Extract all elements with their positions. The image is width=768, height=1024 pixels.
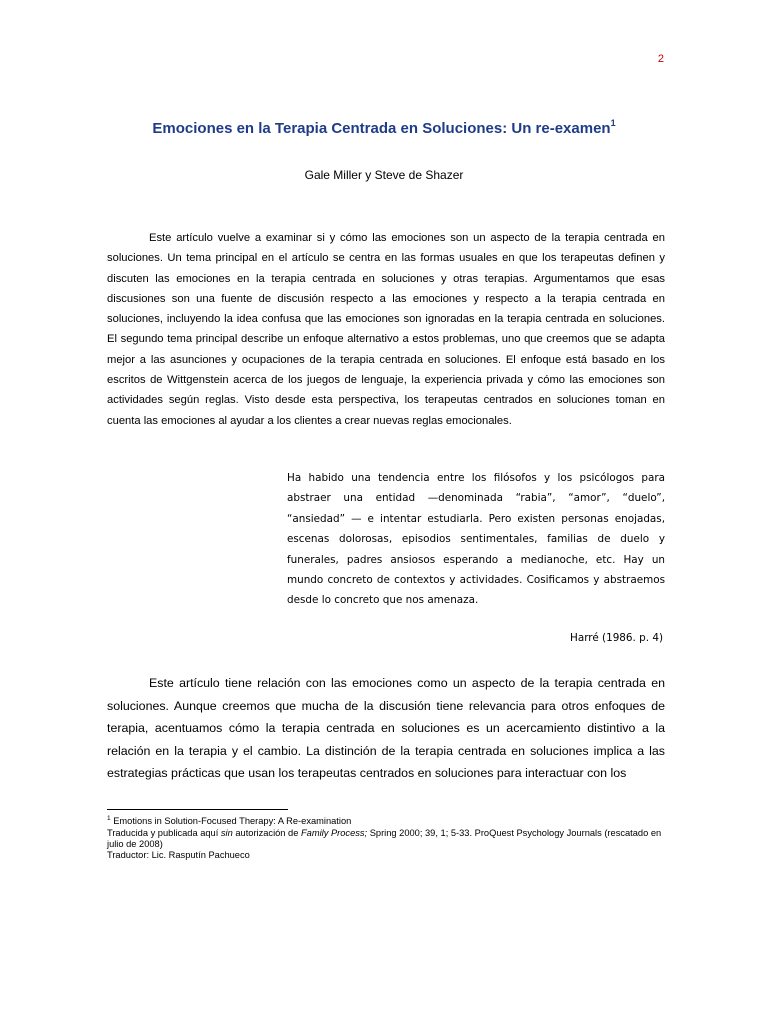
page-number: 2	[657, 53, 664, 65]
footnote-publication-suffix: Spring 2000; 39, 1; 5-33. ProQuest Psychology Journals (rescatado en julio de 2008)	[107, 827, 662, 849]
footnote-publication-sin: sin	[220, 827, 233, 838]
footnote-divider	[107, 809, 288, 810]
epigraph-quote: Ha habido una tendencia entre los filósofos y los psicólogos para abstraer una entidad —denominada “rabia”, “amor”, “duelo”, “ansiedad” — e intentar estudiarla. Pero existen personas enojadas, escenas dolorosas, episodios sentimentales, familias de duelo y funerales, padres ansiosos esperando a medianoche, etc. Hay un mundo concreto de contextos y actividades. Cosificamos y abstraemos desde lo concreto que nos amenaza.	[287, 472, 665, 607]
footnote-publication-journal: Family Process;	[301, 827, 368, 838]
footnote-publication	[107, 828, 667, 851]
footnote-original-title	[107, 813, 667, 828]
body-paragraph: Este artículo tiene relación con las emociones como un aspecto de la terapia centrada en soluciones. Aunque creemos que mucha de la discusión tiene relevancia para otros enfoques de terapia, acentuamos cómo la terapia centrada en soluciones es un acercamiento distintivo a la relación en la terapia y el cambio. La distinción de la terapia centrada en soluciones implica a las estrategias prácticas que usan los terapeutas centrados en soluciones para interactuar con los	[107, 676, 665, 781]
footnote-mark: 1	[107, 815, 111, 822]
footnote-publication-prefix: Traducida y publicada aquí	[107, 827, 221, 838]
footnote-publication-mid: autorización de	[232, 827, 301, 838]
article-title-text: Emociones en la Terapia Centrada en Soluciones: Un re-examen	[152, 120, 611, 137]
footnotes	[107, 813, 667, 862]
article-title	[0, 120, 768, 137]
epigraph-citation: Harré (1986. p. 4)	[570, 632, 663, 644]
title-footnote-mark: 1	[610, 118, 616, 128]
article-authors: Gale Miller y Steve de Shazer	[304, 168, 464, 182]
footnote-translator: Traductor: Lic. Rasputín Pachueco	[107, 850, 250, 861]
footnote-original-title-text: Emotions in Solution-Focused Therapy: A Re-examination	[113, 816, 352, 827]
abstract-paragraph: Este artículo vuelve a examinar si y cómo las emociones son un aspecto de la terapia centrada en soluciones. Un tema principal en el artículo se centra en las formas usuales en que los terapeutas definen y discuten las emociones en la terapia centrada en soluciones y otras terapias. Argumentamos que esas discusiones son una fuente de discusión respecto a las emociones y respecto a la terapia centrada en soluciones, incluyendo la idea confusa que las emociones son ignoradas en la terapia centrada en soluciones. El segundo tema principal describe un enfoque alternativo a estos problemas, uno que creemos que se adapta mejor a las asunciones y ocupaciones de la terapia centrada en soluciones. El enfoque está basado en los escritos de Wittgenstein acerca de los juegos de lenguaje, la experiencia privada y cómo las emociones son actividades según reglas. Visto desde esta perspectiva, los terapeutas centrados en soluciones toman en cuenta las emociones al ayudar a los clientes a crear nuevas reglas emocionales.	[107, 232, 665, 427]
